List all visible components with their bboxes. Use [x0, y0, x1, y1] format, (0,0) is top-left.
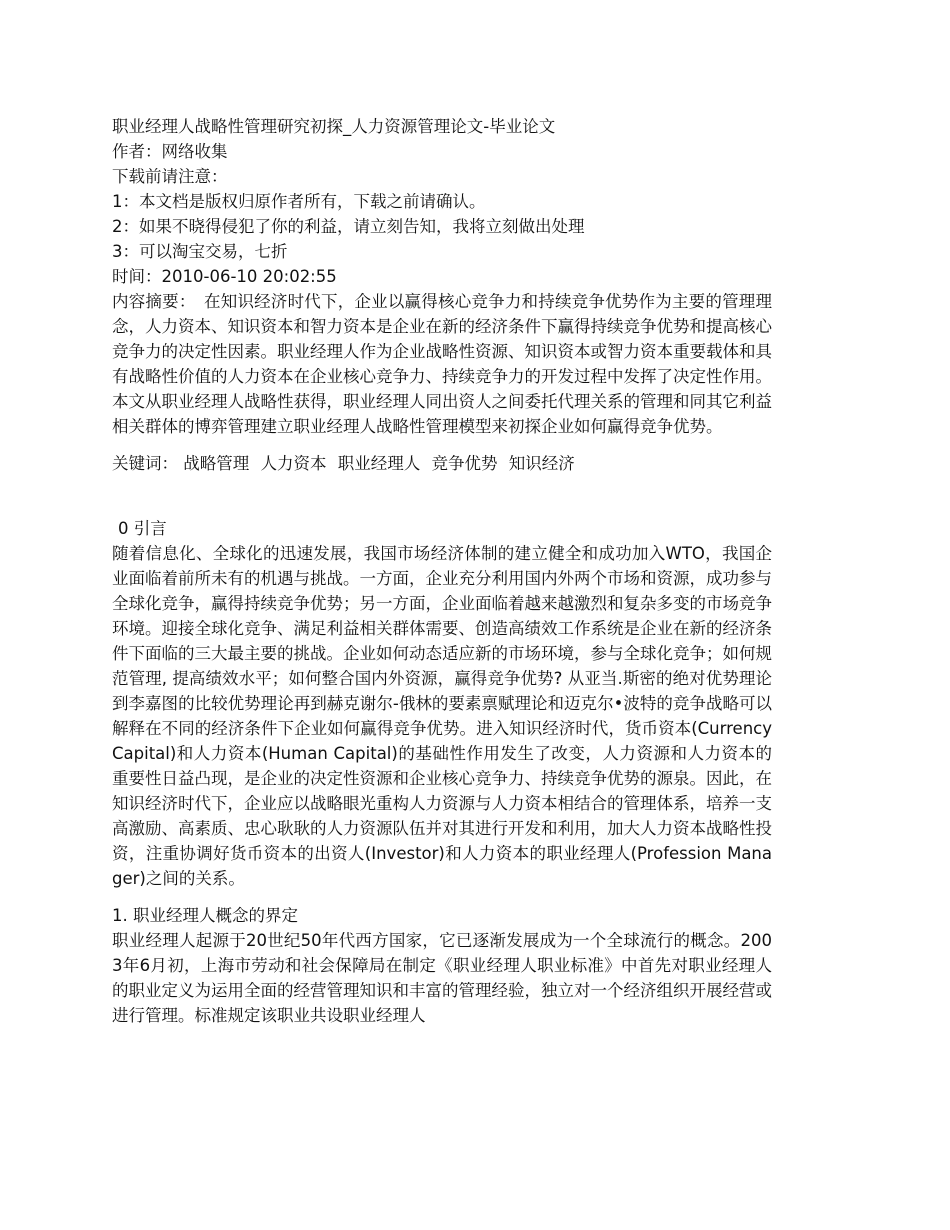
spacer — [112, 439, 772, 451]
notice-heading: 下载前请注意： — [112, 167, 228, 186]
notice-item: 3：可以淘宝交易，七折 — [112, 242, 288, 261]
document-title: 职业经理人战略性管理研究初探_人力资源管理论文-毕业论文 — [112, 117, 556, 136]
keyword: 知识经济 — [508, 454, 575, 473]
section-heading-intro: 0 引言 — [118, 519, 167, 538]
keyword: 战略管理 — [183, 454, 250, 473]
keyword: 人力资本 — [260, 454, 327, 473]
keyword: 职业经理人 — [337, 454, 421, 473]
keyword: 竞争优势 — [431, 454, 498, 473]
intro-paragraph: 随着信息化、全球化的迅速发展，我国市场经济体制的建立健全和成功加入WTO，我国企业面临着前所未有的机遇与挑战。一方面，企业充分利用国内外两个市场和资源，成功参与全球化竞争，赢得持续竞争优势；另一方面，企业面临着越来越激烈和复杂多变的市场竞争环境。迎接全球化竞争、满足利益相关群体需要、创造高绩效工作系统是企业在新的经济条件下面临的三大最主要的挑战。企业如何动态适应新的市场环境，参与全球化竞争；如何规范管理, 提高绩效水平；如何整合国内外资源，赢得竞争优势? 从亚当.斯密的绝对优势理论到李嘉图的比较优势理论再到赫克谢尔-俄林的要素禀赋理论和迈克尔•波特的竞争战略可以解释在不同的经济条件下企业如何赢得竞争优势。进入知识经济时代，货币资本(Currency Capital)和人力资本(Human Capital)的基础性作用发生了改变，人力资源和人力资本的重要性日益凸现，是企业的决定性资源和企业核心竞争力、持续竞争优势的源泉。因此，在知识经济时代下，企业应以战略眼光重构人力资源与人力资本相结合的管理体系，培养一支高激励、高素质、忠心耿耿的人力资源队伍并对其进行开发和利用，加大人力资本战略性投资，注重协调好货币资本的出资人(Investor)和人力资本的职业经理人(Profession Manager)之间的关系。 — [112, 544, 772, 888]
keywords-label: 关键词： — [112, 454, 178, 473]
notice-item: 2：如果不晓得侵犯了你的利益，请立刻告知，我将立刻做出处理 — [112, 217, 585, 236]
keywords-line — [112, 451, 772, 476]
document-page — [112, 114, 772, 1028]
notice-item: 1：本文档是版权归原作者所有，下载之前请确认。 — [112, 192, 486, 211]
spacer — [112, 476, 772, 516]
section-heading-definition: 1. 职业经理人概念的界定 — [112, 906, 298, 925]
abstract-paragraph: 内容摘要： 在知识经济时代下，企业以赢得核心竞争力和持续竞争优势作为主要的管理理念，人力资本、知识资本和智力资本是企业在新的经济条件下赢得持续竞争优势和提高核心竞争力的决定性因素。职业经理人作为企业战略性资源、知识资本或智力资本重要载体和具有战略性价值的人力资本在企业核心竞争力、持续竞争力的开发过程中发挥了决定性作用。本文从职业经理人战略性获得，职业经理人同出资人之间委托代理关系的管理和同其它利益相关群体的博弈管理建立职业经理人战略性管理模型来初探企业如何赢得竞争优势。 — [112, 292, 772, 436]
definition-paragraph: 职业经理人起源于20世纪50年代西方国家，它已逐渐发展成为一个全球流行的概念。2003年6月初，上海市劳动和社会保障局在制定《职业经理人职业标准》中首先对职业经理人的职业定义为运用全面的经营管理知识和丰富的管理经验，独立对一个经济组织开展经营或进行管理。标准规定该职业共设职业经理人 — [112, 931, 772, 1025]
document-author: 作者：网络收集 — [112, 142, 228, 161]
spacer — [112, 891, 772, 903]
publish-time: 时间：2010-06-10 20:02:55 — [112, 267, 337, 286]
